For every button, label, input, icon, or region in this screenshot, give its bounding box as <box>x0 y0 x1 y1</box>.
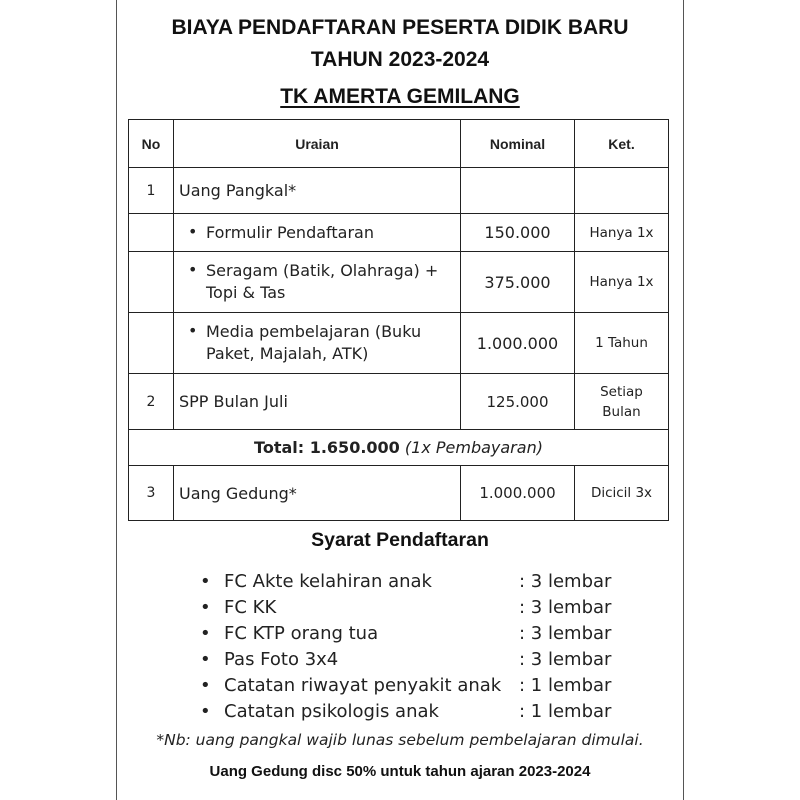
bullet-icon: • <box>200 700 211 722</box>
header-nominal: Nominal <box>461 120 575 168</box>
page-border-right <box>683 0 684 800</box>
row-ket: 1 Tahun <box>575 313 669 374</box>
requirements-title: Syarat Pendaftaran <box>311 529 489 551</box>
row-ket <box>575 168 669 214</box>
row-no <box>129 252 174 313</box>
bullet-icon: • <box>200 674 211 696</box>
row-nominal: 375.000 <box>461 252 575 313</box>
row-desc <box>174 214 461 252</box>
list-item <box>200 646 640 672</box>
row-desc-text: Seragam (Batik, Olahraga) + Topi & Tas <box>206 261 439 302</box>
school-name: TK AMERTA GEMILANG <box>280 85 520 108</box>
row-desc: Uang Gedung* <box>174 466 461 521</box>
list-item <box>200 568 640 594</box>
requirement-amount: : 3 lembar <box>519 596 612 618</box>
row-ket: Hanya 1x <box>575 252 669 313</box>
requirement-amount: : 3 lembar <box>519 622 612 644</box>
list-item <box>200 672 640 698</box>
row-no <box>129 214 174 252</box>
bullet-icon: • <box>188 260 198 279</box>
row-nominal: 150.000 <box>461 214 575 252</box>
list-item <box>200 594 640 620</box>
table-row <box>129 313 669 374</box>
row-no: 1 <box>129 168 174 214</box>
fee-table <box>128 119 669 521</box>
total-note: (1x Pembayaran) <box>404 438 543 457</box>
row-no: 3 <box>129 466 174 521</box>
page-border-left <box>116 0 117 800</box>
requirement-amount: : 1 lembar <box>519 674 612 696</box>
requirement-name: FC KTP orang tua <box>224 622 379 644</box>
discount-note: Uang Gedung disc 50% untuk tahun ajaran 2023-2024 <box>209 763 591 780</box>
row-no <box>129 313 174 374</box>
bullet-icon: • <box>200 622 211 644</box>
row-nominal <box>461 168 575 214</box>
row-desc-text: Formulir Pendaftaran <box>206 222 374 242</box>
requirement-name: Pas Foto 3x4 <box>224 648 339 670</box>
table-row <box>129 466 669 521</box>
bullet-icon: • <box>200 570 211 592</box>
bullet-icon: • <box>200 596 211 618</box>
requirement-name: Catatan riwayat penyakit anak <box>224 674 502 696</box>
requirement-name: FC KK <box>224 596 277 618</box>
row-no: 2 <box>129 374 174 430</box>
header-ket: Ket. <box>575 120 669 168</box>
row-desc <box>174 252 461 313</box>
requirement-amount: : 1 lembar <box>519 700 612 722</box>
row-nominal: 1.000.000 <box>461 313 575 374</box>
row-desc <box>174 313 461 374</box>
table-header-row <box>129 120 669 168</box>
bullet-icon: • <box>188 221 198 241</box>
list-item <box>200 698 640 724</box>
table-row <box>129 168 669 214</box>
document-year: TAHUN 2023-2024 <box>310 48 490 71</box>
header-uraian: Uraian <box>174 120 461 168</box>
requirements-list <box>200 568 640 724</box>
total-amount: Total: 1.650.000 <box>254 438 400 457</box>
row-ket: Hanya 1x <box>575 214 669 252</box>
row-desc-text: Media pembelajaran (Buku Paket, Majalah, ATK) <box>206 322 422 363</box>
bullet-icon: • <box>188 321 198 340</box>
requirement-name: Catatan psikologis anak <box>224 700 439 722</box>
requirement-amount: : 3 lembar <box>519 648 612 670</box>
table-row <box>129 252 669 313</box>
document-title: BIAYA PENDAFTARAN PESERTA DIDIK BARU <box>171 16 629 39</box>
requirement-amount: : 3 lembar <box>519 570 612 592</box>
row-nominal: 125.000 <box>461 374 575 430</box>
row-ket: Setiap Bulan <box>575 374 669 430</box>
row-desc: Uang Pangkal* <box>174 168 461 214</box>
row-nominal: 1.000.000 <box>461 466 575 521</box>
total-cell <box>129 430 669 466</box>
footnote: *Nb: uang pangkal wajib lunas sebelum pembelajaran dimulai. <box>156 731 644 749</box>
table-row <box>129 374 669 430</box>
header-no: No <box>129 120 174 168</box>
row-desc: SPP Bulan Juli <box>174 374 461 430</box>
list-item <box>200 620 640 646</box>
bullet-icon: • <box>200 648 211 670</box>
table-row <box>129 214 669 252</box>
requirement-name: FC Akte kelahiran anak <box>224 570 432 592</box>
row-ket: Dicicil 3x <box>575 466 669 521</box>
total-row <box>129 430 669 466</box>
